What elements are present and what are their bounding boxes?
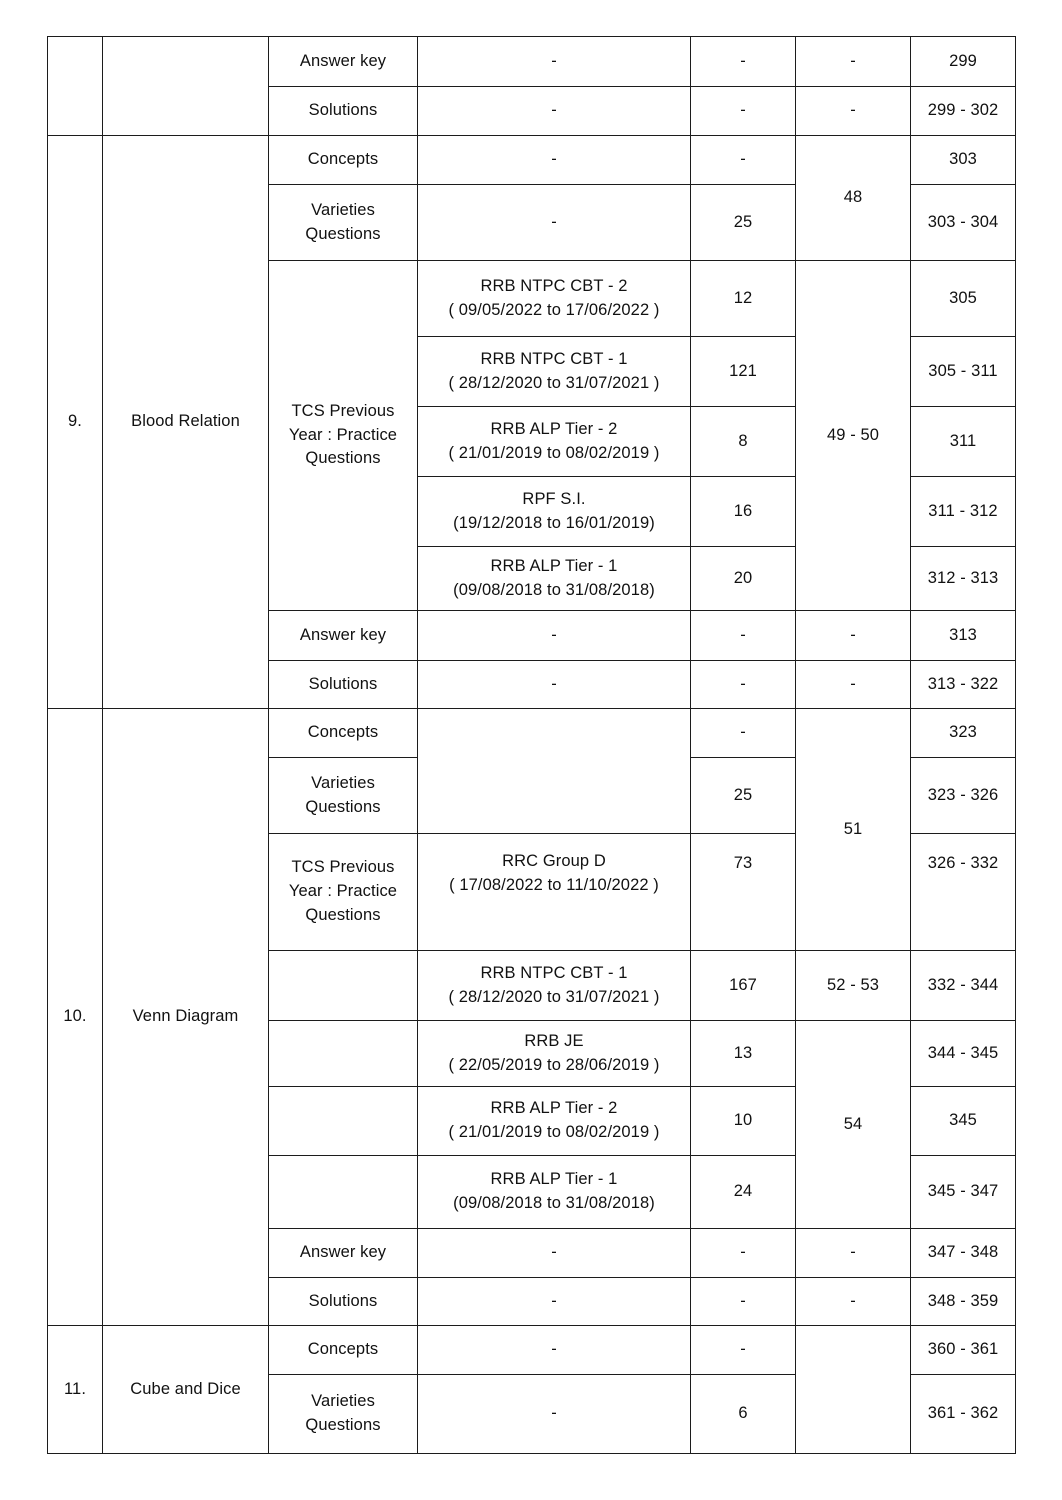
type-cell-empty <box>269 951 418 1021</box>
chapter-cell: - <box>796 611 911 661</box>
exam-cell: - <box>418 1229 691 1278</box>
exam-name: RRB ALP Tier - 1 <box>490 556 618 575</box>
pages-cell: 345 - 347 <box>911 1156 1016 1229</box>
table-row <box>48 136 1016 185</box>
table-row <box>48 1326 1016 1375</box>
pages-cell: 311 <box>911 407 1016 477</box>
exam-date-range: ( 09/05/2022 to 17/06/2022 ) <box>448 300 660 319</box>
chapter-cell: 54 <box>796 1021 911 1229</box>
type-cell: Solutions <box>269 1278 418 1326</box>
questions-cell: - <box>691 1326 796 1375</box>
questions-cell: - <box>691 87 796 136</box>
chapter-cell: - <box>796 1229 911 1278</box>
exam-name: RRB NTPC CBT - 1 <box>480 349 628 368</box>
chapter-cell: - <box>796 1278 911 1326</box>
exam-cell <box>418 834 691 951</box>
pages-cell: 305 - 311 <box>911 337 1016 407</box>
type-line-3: Questions <box>305 905 381 924</box>
type-cell-empty <box>269 1021 418 1087</box>
pages-cell: 299 - 302 <box>911 87 1016 136</box>
exam-date-range: ( 28/12/2020 to 31/07/2021 ) <box>448 987 660 1006</box>
exam-date-range: ( 21/01/2019 to 08/02/2019 ) <box>448 1123 660 1141</box>
type-line-2: Year : Practice <box>288 425 398 444</box>
type-cell-tcs <box>269 261 418 611</box>
exam-date-range: ( 22/05/2019 to 28/06/2019 ) <box>448 1055 660 1074</box>
pages-cell: 323 - 326 <box>911 758 1016 834</box>
exam-cell <box>418 261 691 337</box>
exam-cell <box>418 407 691 477</box>
chapter-cell: 49 - 50 <box>796 261 911 611</box>
chapter-cell: 48 <box>796 136 911 261</box>
exam-name: RRB ALP Tier - 1 <box>490 1170 618 1189</box>
questions-cell: 73 <box>691 834 796 951</box>
exam-cell <box>418 951 691 1021</box>
type-line-3: Questions <box>305 449 381 468</box>
questions-cell: - <box>691 709 796 758</box>
pages-cell: 312 - 313 <box>911 547 1016 611</box>
exam-cell: - <box>418 185 691 261</box>
questions-cell: 8 <box>691 407 796 477</box>
questions-cell: 167 <box>691 951 796 1021</box>
type-cell: Answer key <box>269 37 418 87</box>
exam-cell: - <box>418 1326 691 1375</box>
type-line-1: TCS Previous <box>291 401 395 420</box>
questions-cell: - <box>691 661 796 709</box>
pages-cell: 360 - 361 <box>911 1326 1016 1375</box>
pages-cell: 303 - 304 <box>911 185 1016 261</box>
questions-cell: - <box>691 136 796 185</box>
type-cell-empty <box>269 1156 418 1229</box>
pages-cell: 332 - 344 <box>911 951 1016 1021</box>
serial-number-cell: 9. <box>48 136 103 709</box>
exam-cell <box>418 1021 691 1087</box>
exam-name: RPF S.I. <box>522 489 586 508</box>
exam-name: RRB ALP Tier - 2 <box>490 419 618 438</box>
exam-name: RRB NTPC CBT - 2 <box>480 276 628 295</box>
chapter-cell: - <box>796 87 911 136</box>
questions-cell: 13 <box>691 1021 796 1087</box>
serial-number-cell: 11. <box>48 1326 103 1454</box>
pages-cell: 299 <box>911 37 1016 87</box>
type-line-2: Year : Practice <box>288 882 398 901</box>
exam-cell: - <box>418 37 691 87</box>
type-cell <box>269 185 418 261</box>
pages-cell: 326 - 332 <box>911 834 1016 951</box>
pages-cell: 313 - 322 <box>911 661 1016 709</box>
questions-cell: 16 <box>691 477 796 547</box>
pages-cell: 348 - 359 <box>911 1278 1016 1326</box>
type-cell: Concepts <box>269 709 418 758</box>
table-row <box>48 37 1016 87</box>
exam-cell <box>418 337 691 407</box>
chapter-cell: 52 - 53 <box>796 951 911 1021</box>
questions-cell: 12 <box>691 261 796 337</box>
type-cell: Solutions <box>269 87 418 136</box>
pages-cell: 305 <box>911 261 1016 337</box>
pages-cell: 344 - 345 <box>911 1021 1016 1087</box>
exam-cell: - <box>418 136 691 185</box>
type-cell-tcs <box>269 834 418 951</box>
exam-date-range: (19/12/2018 to 16/01/2019) <box>453 513 655 532</box>
type-cell: Answer key <box>269 1229 418 1278</box>
exam-cell: - <box>418 1278 691 1326</box>
type-cell: Solutions <box>269 661 418 709</box>
chapter-cell: - <box>796 661 911 709</box>
exam-date-range: (09/08/2018 to 31/08/2018) <box>453 580 655 599</box>
exam-cell <box>418 709 691 834</box>
type-line-2: Questions <box>305 797 381 816</box>
exam-cell <box>418 1156 691 1229</box>
exam-date-range: ( 28/12/2020 to 31/07/2021 ) <box>448 373 660 392</box>
exam-date-range: ( 17/08/2022 to 11/10/2022 ) <box>449 875 659 894</box>
type-line-2: Questions <box>305 1416 381 1434</box>
pages-cell: 311 - 312 <box>911 477 1016 547</box>
pages-cell: 347 - 348 <box>911 1229 1016 1278</box>
exam-name: RRB NTPC CBT - 1 <box>480 963 628 982</box>
exam-cell: - <box>418 661 691 709</box>
pages-cell: 313 <box>911 611 1016 661</box>
exam-cell: - <box>418 1375 691 1454</box>
topic-cell-continued <box>103 37 269 136</box>
book-index-table <box>47 36 1016 1454</box>
pages-cell: 323 <box>911 709 1016 758</box>
table-row <box>48 709 1016 758</box>
exam-cell: - <box>418 611 691 661</box>
pages-cell: 361 - 362 <box>911 1375 1016 1454</box>
type-cell <box>269 758 418 834</box>
questions-cell: 25 <box>691 185 796 261</box>
type-line-1: Varieties <box>311 200 375 219</box>
type-cell <box>269 1375 418 1454</box>
type-line-2: Questions <box>305 224 381 243</box>
type-cell: Answer key <box>269 611 418 661</box>
type-cell: Concepts <box>269 1326 418 1375</box>
questions-cell: 20 <box>691 547 796 611</box>
exam-name: RRB ALP Tier - 2 <box>490 1099 618 1118</box>
questions-cell: - <box>691 611 796 661</box>
questions-cell: 121 <box>691 337 796 407</box>
pages-cell: 303 <box>911 136 1016 185</box>
pages-cell: 345 <box>911 1087 1016 1156</box>
topic-cell: Venn Diagram <box>103 709 269 1326</box>
chapter-cell <box>796 1326 911 1454</box>
type-line-1: Varieties <box>311 1392 375 1411</box>
exam-date-range: ( 21/01/2019 to 08/02/2019 ) <box>448 443 660 462</box>
exam-cell <box>418 547 691 611</box>
questions-cell: 25 <box>691 758 796 834</box>
type-line-1: Varieties <box>311 773 375 792</box>
exam-name: RRB JE <box>524 1031 584 1050</box>
questions-cell: 10 <box>691 1087 796 1156</box>
exam-name: RRC Group D <box>502 852 606 870</box>
serial-number-cell: 10. <box>48 709 103 1326</box>
chapter-cell: 51 <box>796 709 911 951</box>
questions-cell: 6 <box>691 1375 796 1454</box>
type-cell: Concepts <box>269 136 418 185</box>
exam-cell: - <box>418 87 691 136</box>
type-cell-empty <box>269 1087 418 1156</box>
questions-cell: - <box>691 1278 796 1326</box>
topic-cell: Blood Relation <box>103 136 269 709</box>
topic-cell: Cube and Dice <box>103 1326 269 1454</box>
questions-cell: - <box>691 37 796 87</box>
questions-cell: 24 <box>691 1156 796 1229</box>
exam-cell <box>418 477 691 547</box>
exam-date-range: (09/08/2018 to 31/08/2018) <box>453 1194 655 1212</box>
type-line-1: TCS Previous <box>291 858 395 877</box>
questions-cell: - <box>691 1229 796 1278</box>
chapter-cell: - <box>796 37 911 87</box>
serial-number-cell-continued <box>48 37 103 136</box>
exam-cell <box>418 1087 691 1156</box>
